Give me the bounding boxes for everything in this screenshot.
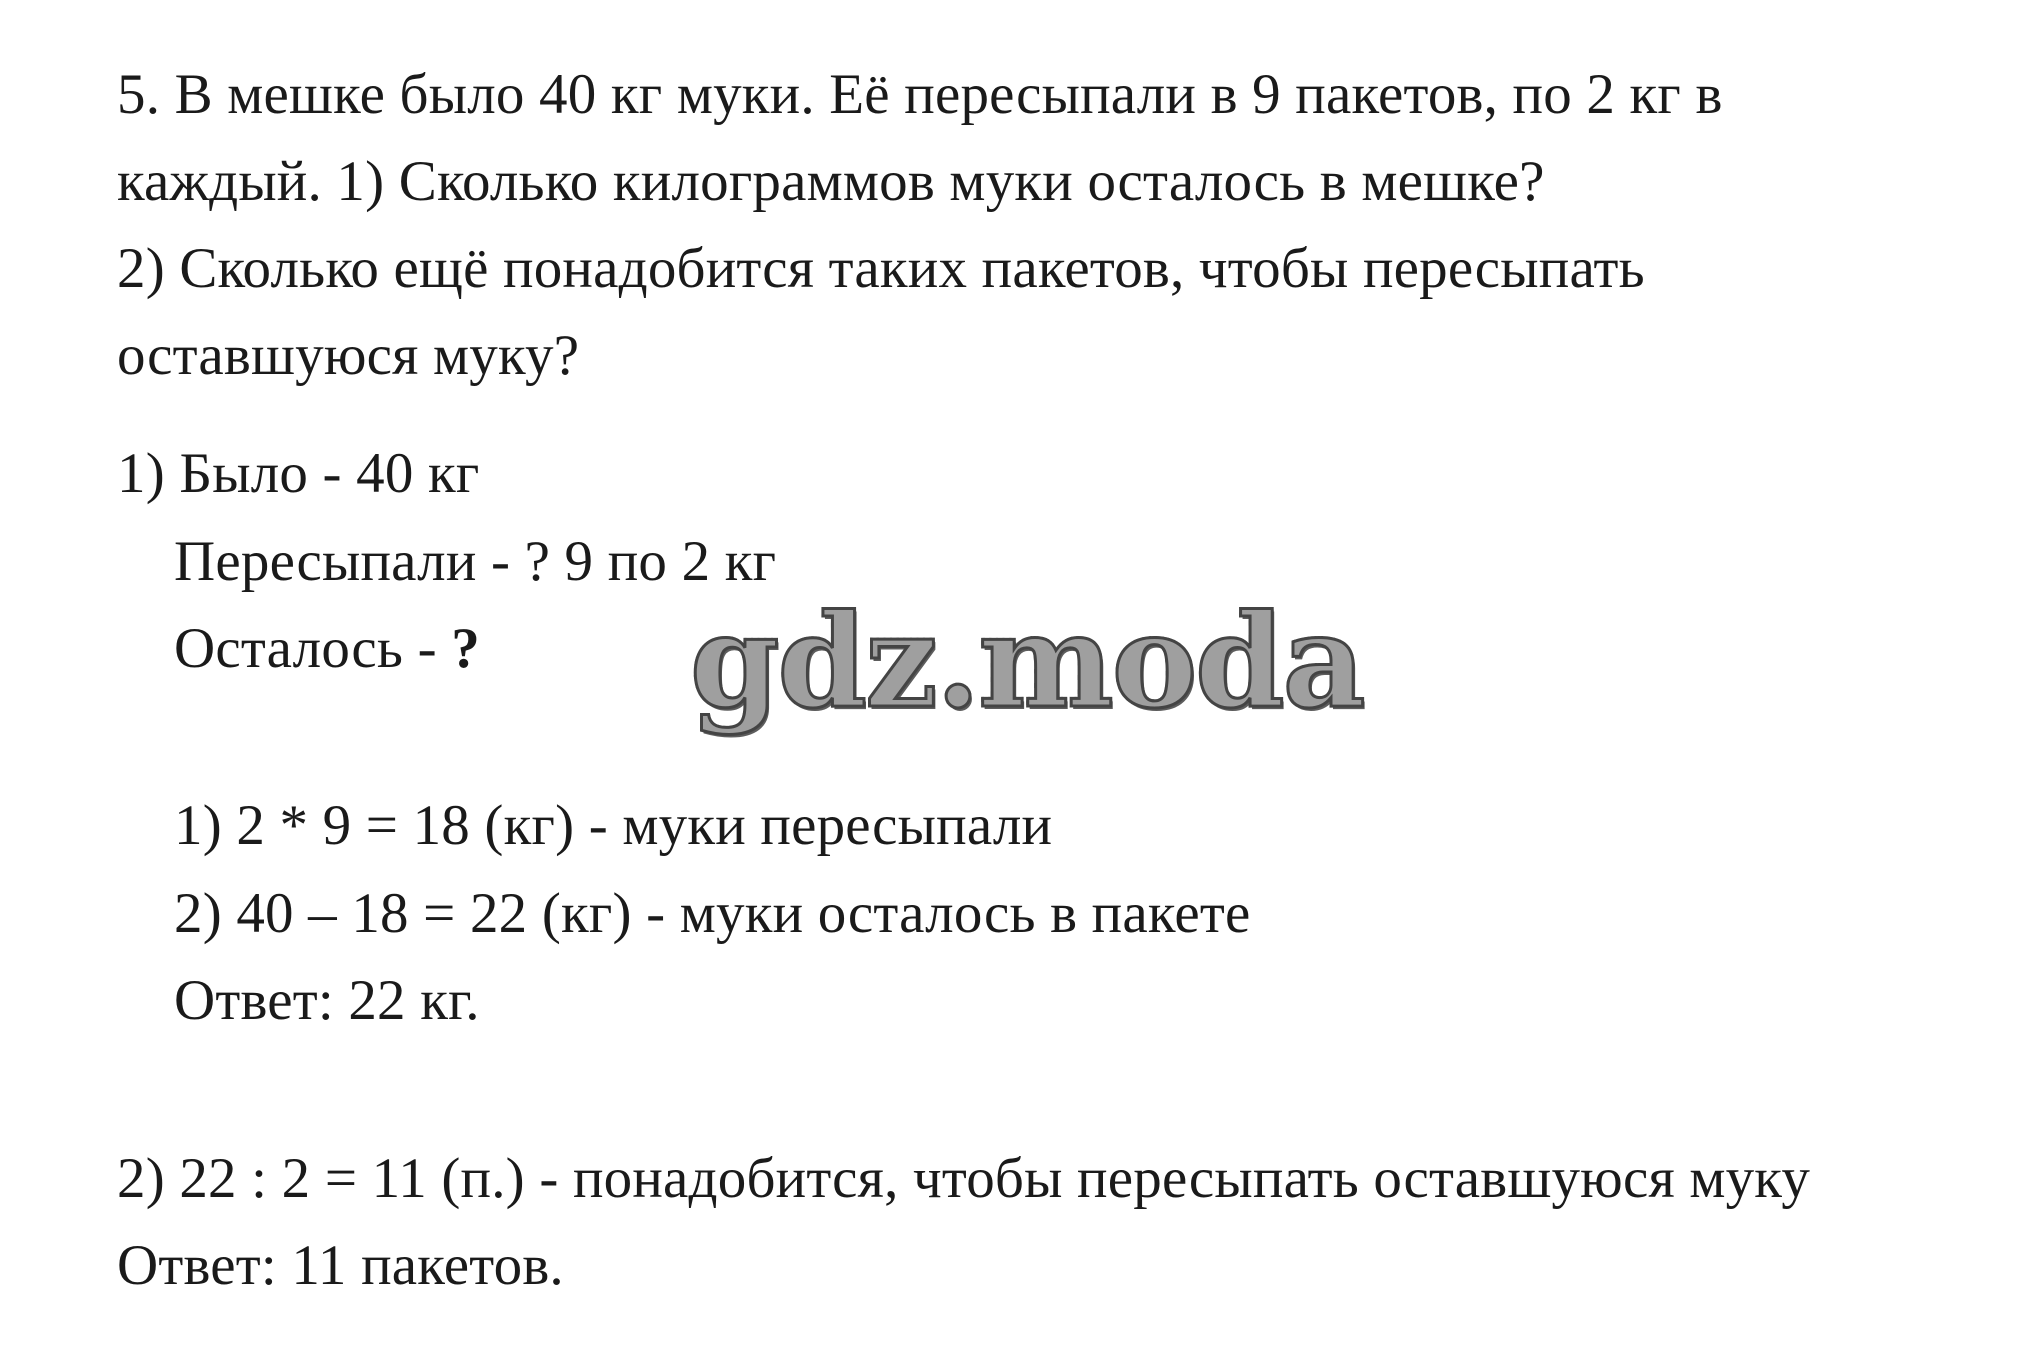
problem-text-line-1: 5. В мешке было 40 кг муки. Её пересыпали в 9 пакетов, по 2 кг в [117, 63, 1723, 126]
condition-line-1: 1) Было - 40 кг [117, 442, 480, 505]
solution-2-answer: Ответ: 11 пакетов. [117, 1234, 564, 1297]
problem-text-line-2: каждый. 1) Сколько килограммов муки осталось в мешке? [117, 150, 1545, 213]
problem-text-line-3: 2) Сколько ещё понадобится таких пакетов, чтобы пересыпать [117, 237, 1645, 300]
solution-2-step: 2) 22 : 2 = 11 (п.) - понадобится, чтобы пересыпать оставшуюся муку [117, 1147, 1811, 1210]
condition-line-2: Пересыпали - ? 9 по 2 кг [174, 530, 777, 593]
solution-1-answer: Ответ: 22 кг. [174, 969, 480, 1032]
solution-1-step-2: 2) 40 – 18 = 22 (кг) - муки осталось в пакете [174, 882, 1251, 945]
condition-line-3-prefix: Осталось - [174, 617, 452, 680]
problem-text-line-4: оставшуюся муку? [117, 324, 580, 387]
condition-line-3 [174, 617, 480, 680]
condition-question-mark: ? [451, 617, 480, 680]
solution-1-step-1: 1) 2 * 9 = 18 (кг) - муки пересыпали [174, 794, 1053, 857]
watermark-logo: gdz.moda [690, 587, 1364, 737]
